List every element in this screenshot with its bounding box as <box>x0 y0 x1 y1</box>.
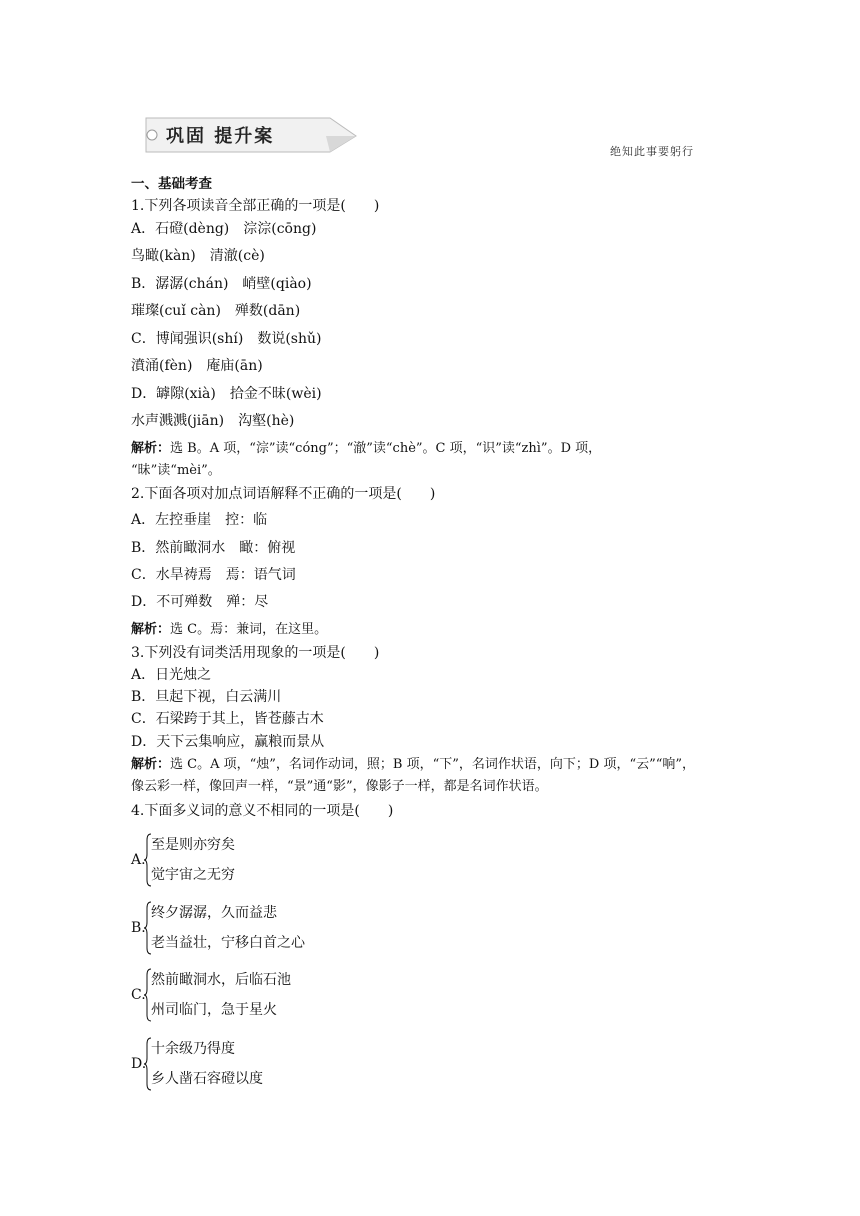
question-3-option-d: D．天下云集响应，赢粮而景从 <box>131 734 325 750</box>
question-1-option-c: C．博闻强识(shí) 数说(shǔ) <box>131 331 322 347</box>
question-1-line: 水声溅溅(jiān) 沟壑(hè) <box>131 413 295 429</box>
option-line-2: 老当益壮，宁移白首之心 <box>151 935 305 951</box>
question-1-line: 璀璨(cuǐ càn) 殚数(dān) <box>131 303 301 319</box>
question-3-analysis <box>131 756 695 774</box>
question-2-option-a: A．左控垂崖 控：临 <box>131 512 268 528</box>
question-1-option-b: B．潺潺(chán) 峭壁(qiào) <box>131 276 312 292</box>
question-4-option-a <box>131 832 351 892</box>
section-title: 一、基础考查 <box>131 176 212 192</box>
slogan-text: 绝知此事要躬行 <box>610 145 694 158</box>
option-line-1: 十余级乃得度 <box>151 1041 235 1057</box>
option-line-2: 乡人凿石容磴以度 <box>151 1071 263 1087</box>
question-1-option-d: D．罅隙(xià) 拾金不昧(wèi) <box>131 386 322 402</box>
option-line-2: 州司临门，急于星火 <box>151 1002 277 1018</box>
question-3-analysis-cont: 像云彩一样，像回声一样，“景”通“影”，像影子一样，都是名词作状语。 <box>131 779 548 794</box>
analysis-label: 解析： <box>131 757 171 772</box>
section-banner <box>140 114 360 156</box>
question-2-option-c: C．水旱祷焉 焉：语气词 <box>131 567 296 583</box>
option-line-1: 然前瞰洞水，后临石池 <box>151 972 291 988</box>
question-4-option-c <box>131 967 351 1027</box>
option-letter: B. <box>131 920 146 936</box>
question-4-stem: 4.下面多义词的意义不相同的一项是( ) <box>131 803 394 819</box>
question-1-line: 鸟瞰(kàn) 清澈(cè) <box>131 248 265 264</box>
option-letter: C. <box>131 987 146 1003</box>
banner-title: 巩固 提升案 <box>166 126 275 147</box>
question-2-option-d: D．不可殚数 殚：尽 <box>131 594 269 610</box>
analysis-text: 选 B。A 项，“淙”读“cóng”；“澈”读“chè”。C 项，“识”读“zhì”。D 项， <box>170 441 602 456</box>
question-1-analysis <box>131 440 601 458</box>
option-letter: D. <box>131 1056 147 1072</box>
option-letter: A. <box>131 852 146 868</box>
question-3-option-a: A．日光烛之 <box>131 667 212 683</box>
question-4-option-b <box>131 900 351 960</box>
analysis-label: 解析： <box>131 622 171 637</box>
question-1-stem: 1.下列各项读音全部正确的一项是( ) <box>131 198 380 214</box>
question-3-stem: 3.下列没有词类活用现象的一项是( ) <box>131 645 380 661</box>
option-line-2: 觉宇宙之无穷 <box>151 867 235 883</box>
question-1-option-a: A．石磴(dèng) 淙淙(cōng) <box>131 221 317 237</box>
question-4-option-d <box>131 1036 351 1096</box>
option-line-1: 至是则亦穷矣 <box>151 837 235 853</box>
question-3-option-c: C．石梁跨于其上，皆苍藤古木 <box>131 711 324 727</box>
analysis-text: 选 C。A 项，“烛”，名词作动词，照；B 项，“下”，名词作状语，向下；D 项，“云”“响”， <box>170 757 696 772</box>
question-3-option-b: B．旦起下视，白云满川 <box>131 689 282 705</box>
question-2-stem: 2.下面各项对加点词语解释不正确的一项是( ) <box>131 486 436 502</box>
question-1-analysis-cont: “昧”读“mèi”。 <box>131 463 221 478</box>
analysis-label: 解析： <box>131 441 171 456</box>
option-line-1: 终夕潺潺，久而益悲 <box>151 905 277 921</box>
analysis-text: 选 C。焉：兼词，在这里。 <box>170 622 328 637</box>
question-1-line: 濆涌(fèn) 庵庙(ān) <box>131 358 263 374</box>
question-2-option-b: B．然前瞰洞水 瞰：俯视 <box>131 540 296 556</box>
question-2-analysis <box>131 621 327 639</box>
